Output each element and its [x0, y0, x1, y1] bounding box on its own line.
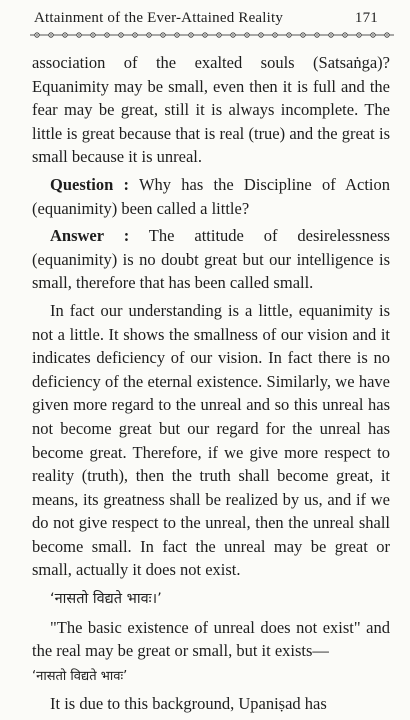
- decorative-rule: [30, 31, 394, 39]
- question-text: Why has the Discipline of Action (equanimity) been called a little?: [32, 174, 390, 218]
- sanskrit-quote-inline: ‘नासतो विद्यते भावः’: [32, 668, 128, 684]
- answer-text: The attitude of desirelessness (equanimity) is no doubt great but our intelligence is small, therefore that has been called small.: [32, 226, 390, 293]
- page-number: 171: [354, 10, 378, 26]
- answer-paragraph: [32, 224, 390, 295]
- answer-label: Answer :: [50, 226, 130, 246]
- paragraph: In fact our understanding is a little, equanimity is not a little. It shows the smallness of our vision and it indicates deficiency of our vision. In fact there is no deficiency of the eternal existence. Similarly, we have given more regard to the unreal and so this unreal has not become great but our regard for the unreal has become great. Therefore, if we give more respect to reality (truth), then the truth shall become great, it means, its greatness shall be realized by us, and if we do not give respect to the unreal, then the unreal shall become small. In fact the unreal may be great or small, actually it does not exist.: [32, 300, 390, 580]
- sanskrit-quote: ‘नासतो विद्यते भावः।’: [50, 591, 162, 608]
- paragraph: It is due to this background, Upaniṣad has: [50, 694, 327, 714]
- question-label: Question :: [50, 174, 130, 194]
- page-body: [32, 51, 390, 720]
- paragraph: "The basic existence of unreal does not exist" and the real may be great or small, but it exists— ‘नासतो विद्यते भावः’: [32, 617, 390, 684]
- paragraph: association of the exalted souls (Satsaṅga)? Equanimity may be small, even then it is full and the fear may be great, still it is always incomplete. The little is great because that is real (true) and the great is small because it is unreal.: [32, 53, 390, 167]
- running-title: Attainment of the Ever-Attained Reality: [34, 10, 284, 26]
- page-header: [34, 10, 378, 27]
- question-paragraph: [32, 173, 390, 220]
